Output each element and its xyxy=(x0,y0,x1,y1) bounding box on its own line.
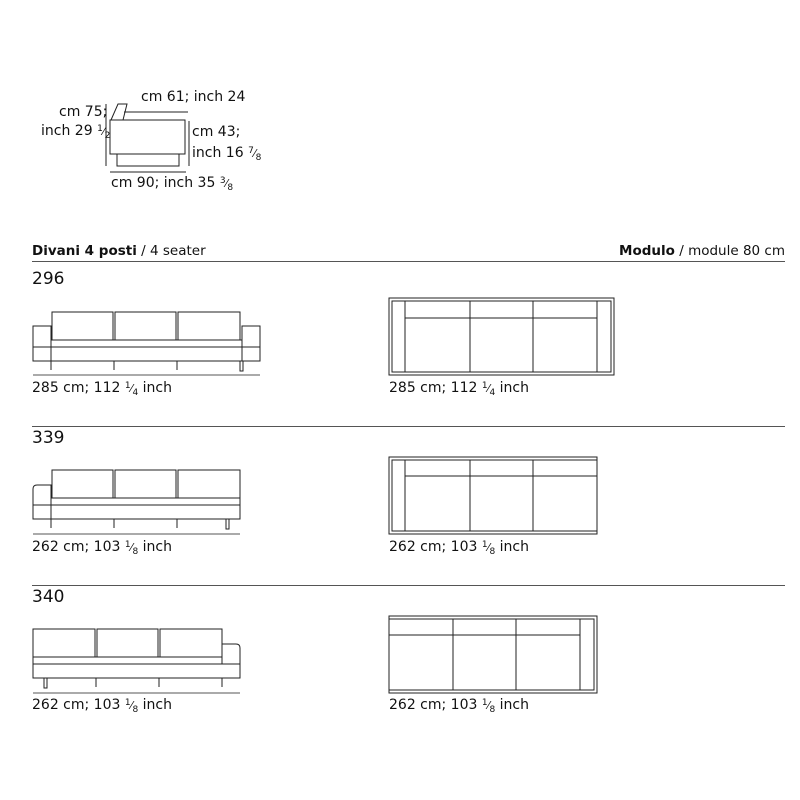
seat-height-cm-label: cm 43; xyxy=(192,124,241,140)
section-title-rest: / 4 seater xyxy=(136,243,206,259)
height-cm-label: cm 75; xyxy=(59,104,108,120)
plan-width-unit: inch xyxy=(495,380,529,396)
plan-width-label xyxy=(389,697,529,715)
front-width-fraction: $^1⁄_8$ xyxy=(124,698,139,715)
plan-width-text: 262 cm; 103 xyxy=(389,539,478,555)
plan-width-unit: inch xyxy=(495,697,529,713)
model-code: 296 xyxy=(32,269,65,289)
plan-width-text: 262 cm; 103 xyxy=(389,697,478,713)
depth-fraction: $^3⁄_8$ xyxy=(219,176,234,193)
plan-width-text: 285 cm; 112 xyxy=(389,380,478,396)
front-width-text: 262 cm; 103 xyxy=(32,539,121,555)
seat-height-fraction: $^7⁄_8$ xyxy=(248,146,262,163)
plan-width-fraction: $^1⁄_4$ xyxy=(481,381,496,398)
front-width-unit: inch xyxy=(138,380,172,396)
section-title-bold: Divani 4 posti xyxy=(32,243,137,259)
module-label-rest: / module 80 cm xyxy=(674,243,785,259)
plan-width-fraction: $^1⁄_8$ xyxy=(481,698,496,715)
front-width-unit: inch xyxy=(138,539,172,555)
plan-width-fraction: $^1⁄_8$ xyxy=(481,540,496,557)
seat-height-inch-text: inch 16 xyxy=(192,145,244,161)
front-width-unit: inch xyxy=(138,697,172,713)
front-width-text: 285 cm; 112 xyxy=(32,380,121,396)
height-fraction: $^1⁄_2$ xyxy=(97,124,111,141)
module-label-bold: Modulo xyxy=(619,243,675,259)
depth-text: cm 90; inch 35 xyxy=(111,175,216,191)
height-inch-text: inch 29 xyxy=(41,123,93,139)
front-width-fraction: $^1⁄_8$ xyxy=(124,540,139,557)
model-code: 340 xyxy=(32,587,65,607)
seat-depth-label: cm 61; inch 24 xyxy=(141,89,246,105)
model-code: 339 xyxy=(32,428,65,448)
plan-width-unit: inch xyxy=(495,539,529,555)
front-width-text: 262 cm; 103 xyxy=(32,697,121,713)
front-width-fraction: $^1⁄_4$ xyxy=(124,381,139,398)
